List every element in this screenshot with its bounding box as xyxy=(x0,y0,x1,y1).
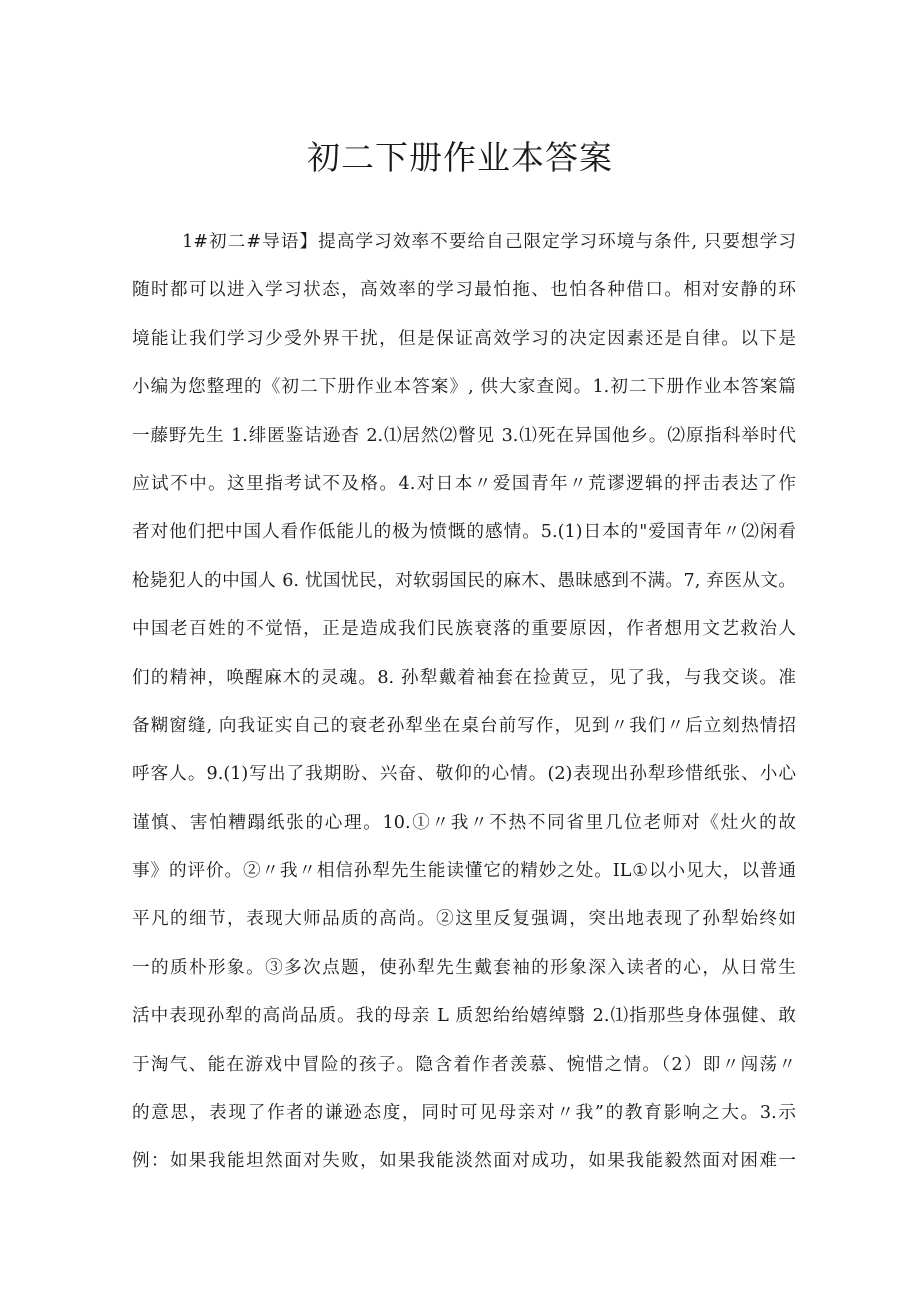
document-body xyxy=(132,218,796,1186)
body-line: 中国老百姓的不觉悟，正是造成我们民族衰落的重要原因，作者想用文艺救治人 xyxy=(132,619,796,640)
body-line: 活中表现孙犁的高尚品质。我的母亲 L 质恕绐绐嬉绰翳 2.⑴指那些身体强健、敢 xyxy=(132,1006,796,1027)
body-line: 呼客人。9.(1)写出了我期盼、兴奋、敬仰的心情。(2)表现出孙犁珍惜纸张、小心 xyxy=(132,764,796,785)
body-line: 小编为您整理的《初二下册作业本答案》, 供大家查阅。1.初二下册作业本答案篇 xyxy=(132,377,796,398)
body-line: 平凡的细节，表现大师品质的高尚。②这里反复强调，突出地表现了孙犁始终如 xyxy=(132,909,796,930)
body-line: 事》的评价。②〃我〃相信孙犁先生能读懂它的精妙之处。IL①以小见大，以普通 xyxy=(132,861,796,882)
body-line: 者对他们把中国人看作低能儿的极为愤慨的感情。5.(1)日本的"爱国青年〃⑵闲看 xyxy=(132,522,796,543)
body-line: 谨慎、害怕糟蹋纸张的心理。10.①〃我〃不热不同省里几位老师对《灶火的故 xyxy=(132,812,796,833)
body-line: 枪毙犯人的中国人 6. 忧国忧民，对软弱国民的麻木、愚昧感到不满。7, 弃医从文。 xyxy=(132,570,796,591)
body-line: 境能让我们学习少受外界干扰，但是保证高效学习的决定因素还是自律。以下是 xyxy=(132,328,796,349)
body-line: 例：如果我能坦然面对失败，如果我能淡然面对成功，如果我能毅然面对困难一 xyxy=(132,1151,796,1172)
document-title: 初二下册作业本答案 xyxy=(307,138,613,177)
body-line: 一藤野先生 1.绯匿鉴诘逊杳 2.⑴居然⑵瞥见 3.⑴死在异国他乡。⑵原指科举时代 xyxy=(132,425,796,446)
body-line: 应试不中。这里指考试不及格。4.对日本〃爱国青年〃荒谬逻辑的抨击表达了作 xyxy=(132,473,796,494)
body-line: 的意思，表现了作者的谦逊态度，同时可见母亲对〃我”的教育影响之大。3.示 xyxy=(132,1103,796,1124)
body-line: 备糊窗缝, 向我证实自己的衰老孙犁坐在桌台前写作，见到〃我们〃后立刻热情招 xyxy=(132,715,796,736)
body-line: 一的质朴形象。③多次点题，使孙犁先生戴套袖的形象深入读者的心，从日常生 xyxy=(132,957,796,978)
body-line: 1#初二#导语】提高学习效率不要给自己限定学习环境与条件, 只要想学习 xyxy=(182,232,796,252)
body-line: 们的精神，唤醒麻木的灵魂。8. 孙犁戴着袖套在捡黄豆，见了我，与我交谈。准 xyxy=(132,667,796,688)
body-line: 于淘气、能在游戏中冒险的孩子。隐含着作者羡慕、惋惜之情。（2）即〃闯荡〃 xyxy=(132,1054,796,1075)
body-line: 随时都可以进入学习状态，高效率的学习最怕拖、也怕各种借口。相对安静的环 xyxy=(132,280,796,301)
